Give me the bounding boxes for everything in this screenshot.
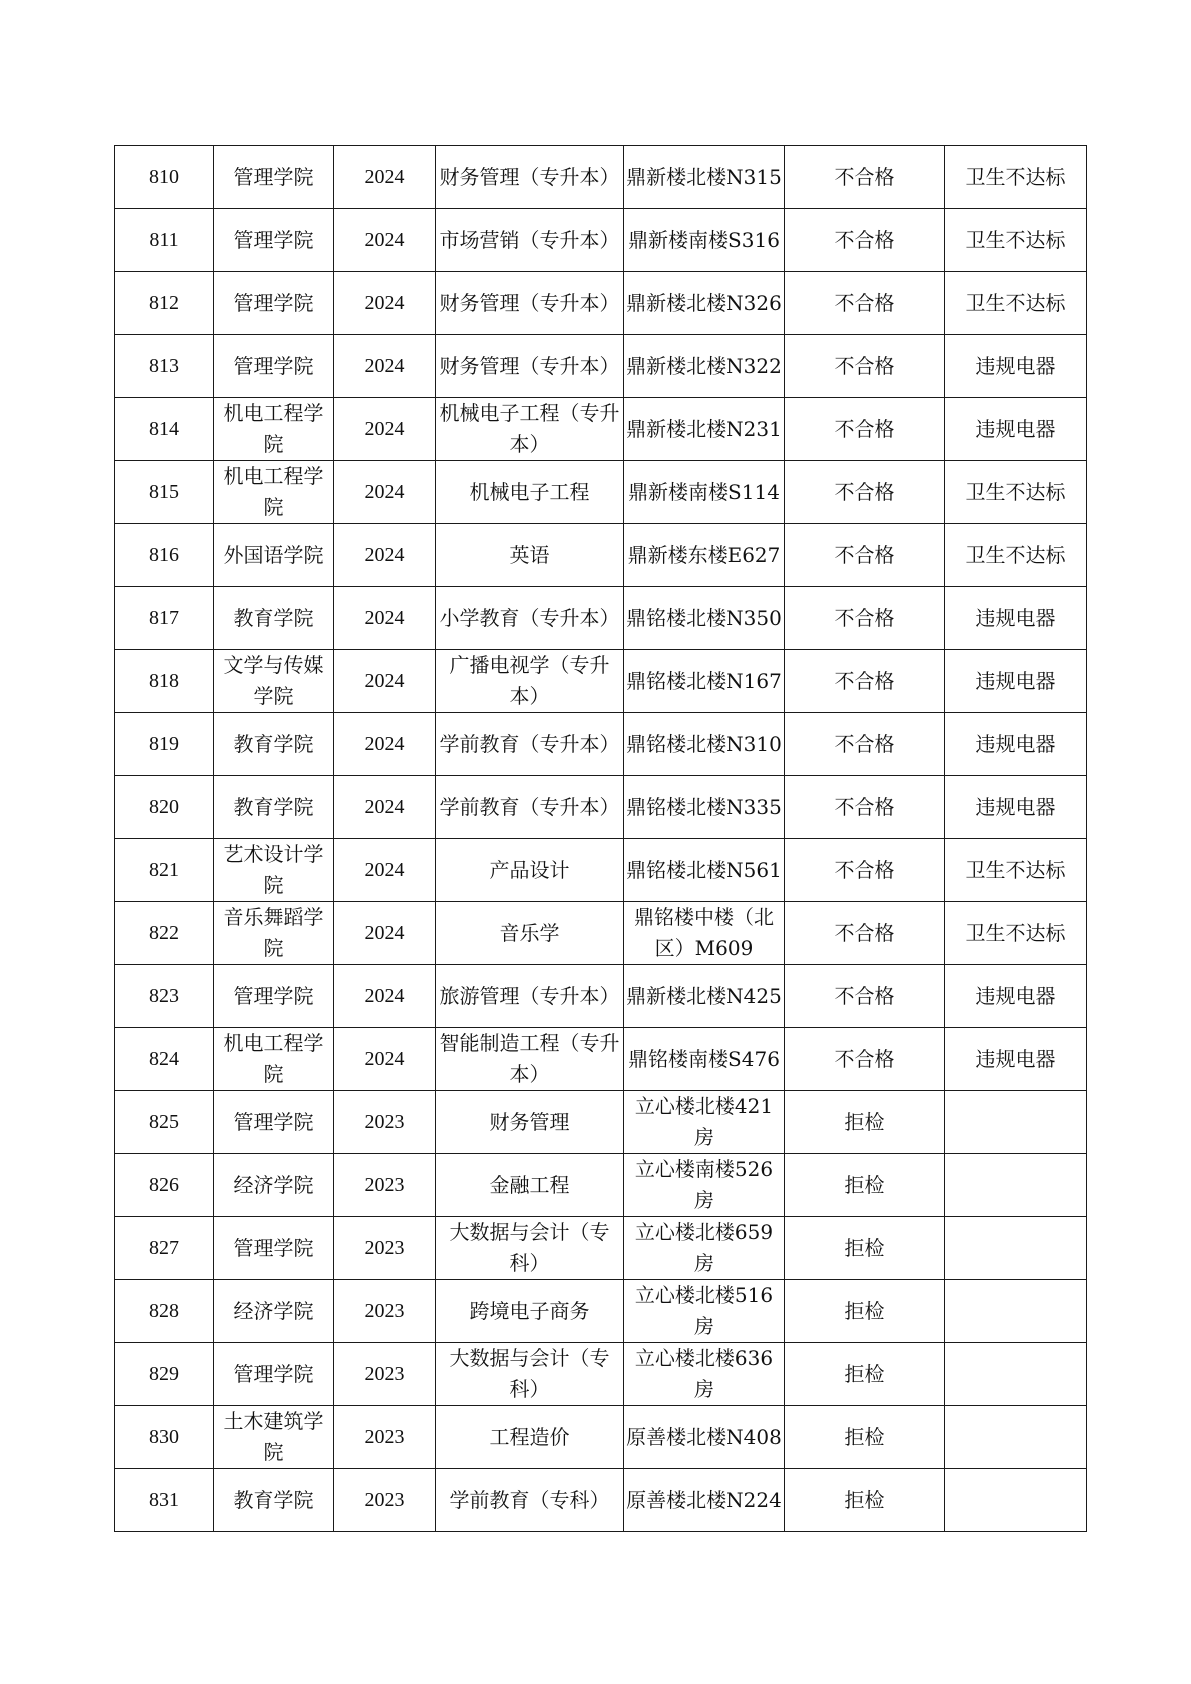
result-cell: 拒检 bbox=[785, 1280, 945, 1343]
row-number-cell: 813 bbox=[115, 335, 214, 398]
college-cell: 管理学院 bbox=[214, 1091, 334, 1154]
dorm-room-cell: 原善楼北楼N224 bbox=[624, 1469, 785, 1532]
row-number-cell: 810 bbox=[115, 146, 214, 209]
row-number-cell: 825 bbox=[115, 1091, 214, 1154]
dorm-inspection-table bbox=[114, 145, 1087, 1532]
table-row bbox=[115, 1091, 1087, 1154]
year-cell: 2024 bbox=[334, 776, 436, 839]
major-cell: 机械电子工程（专升本） bbox=[436, 398, 624, 461]
dorm-room-cell: 立心楼北楼421房 bbox=[624, 1091, 785, 1154]
result-cell: 不合格 bbox=[785, 1028, 945, 1091]
major-cell: 市场营销（专升本） bbox=[436, 209, 624, 272]
college-cell: 土木建筑学院 bbox=[214, 1406, 334, 1469]
reason-cell: 违规电器 bbox=[945, 1028, 1087, 1091]
reason-cell: 违规电器 bbox=[945, 965, 1087, 1028]
reason-cell bbox=[945, 1217, 1087, 1280]
college-cell: 教育学院 bbox=[214, 713, 334, 776]
dorm-room-cell: 立心楼北楼636房 bbox=[624, 1343, 785, 1406]
year-cell: 2024 bbox=[334, 146, 436, 209]
reason-cell: 卫生不达标 bbox=[945, 272, 1087, 335]
major-cell: 大数据与会计（专科） bbox=[436, 1343, 624, 1406]
dorm-room-cell: 鼎新楼北楼N322 bbox=[624, 335, 785, 398]
row-number-cell: 828 bbox=[115, 1280, 214, 1343]
college-cell: 管理学院 bbox=[214, 146, 334, 209]
dorm-room-cell: 鼎铭楼南楼S476 bbox=[624, 1028, 785, 1091]
table-row bbox=[115, 335, 1087, 398]
dorm-room-cell: 立心楼北楼659房 bbox=[624, 1217, 785, 1280]
table-body bbox=[115, 146, 1087, 1532]
major-cell: 小学教育（专升本） bbox=[436, 587, 624, 650]
major-cell: 学前教育（专升本） bbox=[436, 776, 624, 839]
result-cell: 不合格 bbox=[785, 965, 945, 1028]
result-cell: 不合格 bbox=[785, 272, 945, 335]
reason-cell bbox=[945, 1343, 1087, 1406]
major-cell: 金融工程 bbox=[436, 1154, 624, 1217]
year-cell: 2024 bbox=[334, 965, 436, 1028]
dorm-room-cell: 鼎新楼东楼E627 bbox=[624, 524, 785, 587]
dorm-room-cell: 鼎铭楼北楼N561 bbox=[624, 839, 785, 902]
row-number-cell: 814 bbox=[115, 398, 214, 461]
year-cell: 2024 bbox=[334, 524, 436, 587]
dorm-room-cell: 鼎新楼北楼N326 bbox=[624, 272, 785, 335]
major-cell: 学前教育（专科） bbox=[436, 1469, 624, 1532]
row-number-cell: 816 bbox=[115, 524, 214, 587]
major-cell: 音乐学 bbox=[436, 902, 624, 965]
reason-cell: 卫生不达标 bbox=[945, 524, 1087, 587]
row-number-cell: 818 bbox=[115, 650, 214, 713]
result-cell: 拒检 bbox=[785, 1217, 945, 1280]
table-row bbox=[115, 650, 1087, 713]
college-cell: 管理学院 bbox=[214, 335, 334, 398]
dorm-room-cell: 鼎新楼北楼N231 bbox=[624, 398, 785, 461]
reason-cell: 卫生不达标 bbox=[945, 209, 1087, 272]
major-cell: 产品设计 bbox=[436, 839, 624, 902]
major-cell: 广播电视学（专升本） bbox=[436, 650, 624, 713]
result-cell: 拒检 bbox=[785, 1091, 945, 1154]
row-number-cell: 822 bbox=[115, 902, 214, 965]
result-cell: 不合格 bbox=[785, 587, 945, 650]
row-number-cell: 819 bbox=[115, 713, 214, 776]
college-cell: 机电工程学院 bbox=[214, 398, 334, 461]
table-row bbox=[115, 1154, 1087, 1217]
result-cell: 不合格 bbox=[785, 335, 945, 398]
year-cell: 2024 bbox=[334, 587, 436, 650]
college-cell: 教育学院 bbox=[214, 1469, 334, 1532]
row-number-cell: 817 bbox=[115, 587, 214, 650]
year-cell: 2023 bbox=[334, 1469, 436, 1532]
college-cell: 管理学院 bbox=[214, 1343, 334, 1406]
result-cell: 拒检 bbox=[785, 1343, 945, 1406]
result-cell: 不合格 bbox=[785, 524, 945, 587]
table-row bbox=[115, 1217, 1087, 1280]
document-page bbox=[114, 145, 1086, 1532]
result-cell: 拒检 bbox=[785, 1406, 945, 1469]
year-cell: 2024 bbox=[334, 209, 436, 272]
table-row bbox=[115, 1343, 1087, 1406]
row-number-cell: 812 bbox=[115, 272, 214, 335]
college-cell: 音乐舞蹈学院 bbox=[214, 902, 334, 965]
result-cell: 不合格 bbox=[785, 209, 945, 272]
result-cell: 拒检 bbox=[785, 1469, 945, 1532]
year-cell: 2024 bbox=[334, 272, 436, 335]
dorm-room-cell: 鼎铭楼北楼N335 bbox=[624, 776, 785, 839]
result-cell: 不合格 bbox=[785, 902, 945, 965]
reason-cell: 卫生不达标 bbox=[945, 146, 1087, 209]
table-row bbox=[115, 146, 1087, 209]
dorm-room-cell: 鼎铭楼北楼N167 bbox=[624, 650, 785, 713]
year-cell: 2024 bbox=[334, 398, 436, 461]
college-cell: 教育学院 bbox=[214, 776, 334, 839]
reason-cell bbox=[945, 1469, 1087, 1532]
reason-cell: 卫生不达标 bbox=[945, 839, 1087, 902]
college-cell: 管理学院 bbox=[214, 209, 334, 272]
table-row bbox=[115, 1469, 1087, 1532]
result-cell: 不合格 bbox=[785, 776, 945, 839]
result-cell: 不合格 bbox=[785, 839, 945, 902]
major-cell: 财务管理 bbox=[436, 1091, 624, 1154]
reason-cell bbox=[945, 1154, 1087, 1217]
dorm-room-cell: 鼎新楼南楼S316 bbox=[624, 209, 785, 272]
reason-cell bbox=[945, 1406, 1087, 1469]
reason-cell: 违规电器 bbox=[945, 335, 1087, 398]
dorm-room-cell: 鼎铭楼北楼N310 bbox=[624, 713, 785, 776]
major-cell: 英语 bbox=[436, 524, 624, 587]
row-number-cell: 826 bbox=[115, 1154, 214, 1217]
year-cell: 2024 bbox=[334, 902, 436, 965]
table-row bbox=[115, 1406, 1087, 1469]
reason-cell: 违规电器 bbox=[945, 587, 1087, 650]
year-cell: 2024 bbox=[334, 461, 436, 524]
major-cell: 财务管理（专升本） bbox=[436, 335, 624, 398]
year-cell: 2023 bbox=[334, 1217, 436, 1280]
result-cell: 不合格 bbox=[785, 650, 945, 713]
year-cell: 2024 bbox=[334, 713, 436, 776]
major-cell: 财务管理（专升本） bbox=[436, 272, 624, 335]
result-cell: 不合格 bbox=[785, 461, 945, 524]
year-cell: 2023 bbox=[334, 1154, 436, 1217]
college-cell: 管理学院 bbox=[214, 1217, 334, 1280]
table-row bbox=[115, 1280, 1087, 1343]
reason-cell bbox=[945, 1280, 1087, 1343]
result-cell: 拒检 bbox=[785, 1154, 945, 1217]
major-cell: 智能制造工程（专升本） bbox=[436, 1028, 624, 1091]
reason-cell: 违规电器 bbox=[945, 398, 1087, 461]
row-number-cell: 830 bbox=[115, 1406, 214, 1469]
result-cell: 不合格 bbox=[785, 713, 945, 776]
year-cell: 2023 bbox=[334, 1406, 436, 1469]
reason-cell: 卫生不达标 bbox=[945, 461, 1087, 524]
major-cell: 学前教育（专升本） bbox=[436, 713, 624, 776]
year-cell: 2023 bbox=[334, 1280, 436, 1343]
row-number-cell: 824 bbox=[115, 1028, 214, 1091]
table-row bbox=[115, 587, 1087, 650]
result-cell: 不合格 bbox=[785, 398, 945, 461]
college-cell: 机电工程学院 bbox=[214, 1028, 334, 1091]
row-number-cell: 827 bbox=[115, 1217, 214, 1280]
dorm-room-cell: 鼎铭楼北楼N350 bbox=[624, 587, 785, 650]
reason-cell: 违规电器 bbox=[945, 713, 1087, 776]
major-cell: 旅游管理（专升本） bbox=[436, 965, 624, 1028]
dorm-room-cell: 鼎新楼北楼N315 bbox=[624, 146, 785, 209]
college-cell: 教育学院 bbox=[214, 587, 334, 650]
dorm-room-cell: 鼎新楼北楼N425 bbox=[624, 965, 785, 1028]
year-cell: 2024 bbox=[334, 839, 436, 902]
major-cell: 财务管理（专升本） bbox=[436, 146, 624, 209]
dorm-room-cell: 鼎铭楼中楼（北区）M609 bbox=[624, 902, 785, 965]
college-cell: 经济学院 bbox=[214, 1280, 334, 1343]
table-row bbox=[115, 398, 1087, 461]
row-number-cell: 820 bbox=[115, 776, 214, 839]
table-row bbox=[115, 209, 1087, 272]
year-cell: 2024 bbox=[334, 650, 436, 713]
reason-cell: 违规电器 bbox=[945, 650, 1087, 713]
year-cell: 2024 bbox=[334, 335, 436, 398]
row-number-cell: 823 bbox=[115, 965, 214, 1028]
table-row bbox=[115, 524, 1087, 587]
college-cell: 文学与传媒学院 bbox=[214, 650, 334, 713]
major-cell: 工程造价 bbox=[436, 1406, 624, 1469]
row-number-cell: 829 bbox=[115, 1343, 214, 1406]
row-number-cell: 831 bbox=[115, 1469, 214, 1532]
row-number-cell: 821 bbox=[115, 839, 214, 902]
college-cell: 管理学院 bbox=[214, 272, 334, 335]
major-cell: 大数据与会计（专科） bbox=[436, 1217, 624, 1280]
table-row bbox=[115, 461, 1087, 524]
dorm-room-cell: 立心楼南楼526房 bbox=[624, 1154, 785, 1217]
table-row bbox=[115, 839, 1087, 902]
table-row bbox=[115, 965, 1087, 1028]
row-number-cell: 811 bbox=[115, 209, 214, 272]
dorm-room-cell: 原善楼北楼N408 bbox=[624, 1406, 785, 1469]
table-row bbox=[115, 776, 1087, 839]
college-cell: 外国语学院 bbox=[214, 524, 334, 587]
reason-cell bbox=[945, 1091, 1087, 1154]
table-row bbox=[115, 902, 1087, 965]
college-cell: 艺术设计学院 bbox=[214, 839, 334, 902]
dorm-room-cell: 鼎新楼南楼S114 bbox=[624, 461, 785, 524]
college-cell: 机电工程学院 bbox=[214, 461, 334, 524]
result-cell: 不合格 bbox=[785, 146, 945, 209]
row-number-cell: 815 bbox=[115, 461, 214, 524]
year-cell: 2023 bbox=[334, 1091, 436, 1154]
reason-cell: 违规电器 bbox=[945, 776, 1087, 839]
table-row bbox=[115, 713, 1087, 776]
major-cell: 跨境电子商务 bbox=[436, 1280, 624, 1343]
major-cell: 机械电子工程 bbox=[436, 461, 624, 524]
table-row bbox=[115, 1028, 1087, 1091]
college-cell: 管理学院 bbox=[214, 965, 334, 1028]
college-cell: 经济学院 bbox=[214, 1154, 334, 1217]
dorm-room-cell: 立心楼北楼516房 bbox=[624, 1280, 785, 1343]
reason-cell: 卫生不达标 bbox=[945, 902, 1087, 965]
table-row bbox=[115, 272, 1087, 335]
year-cell: 2023 bbox=[334, 1343, 436, 1406]
year-cell: 2024 bbox=[334, 1028, 436, 1091]
